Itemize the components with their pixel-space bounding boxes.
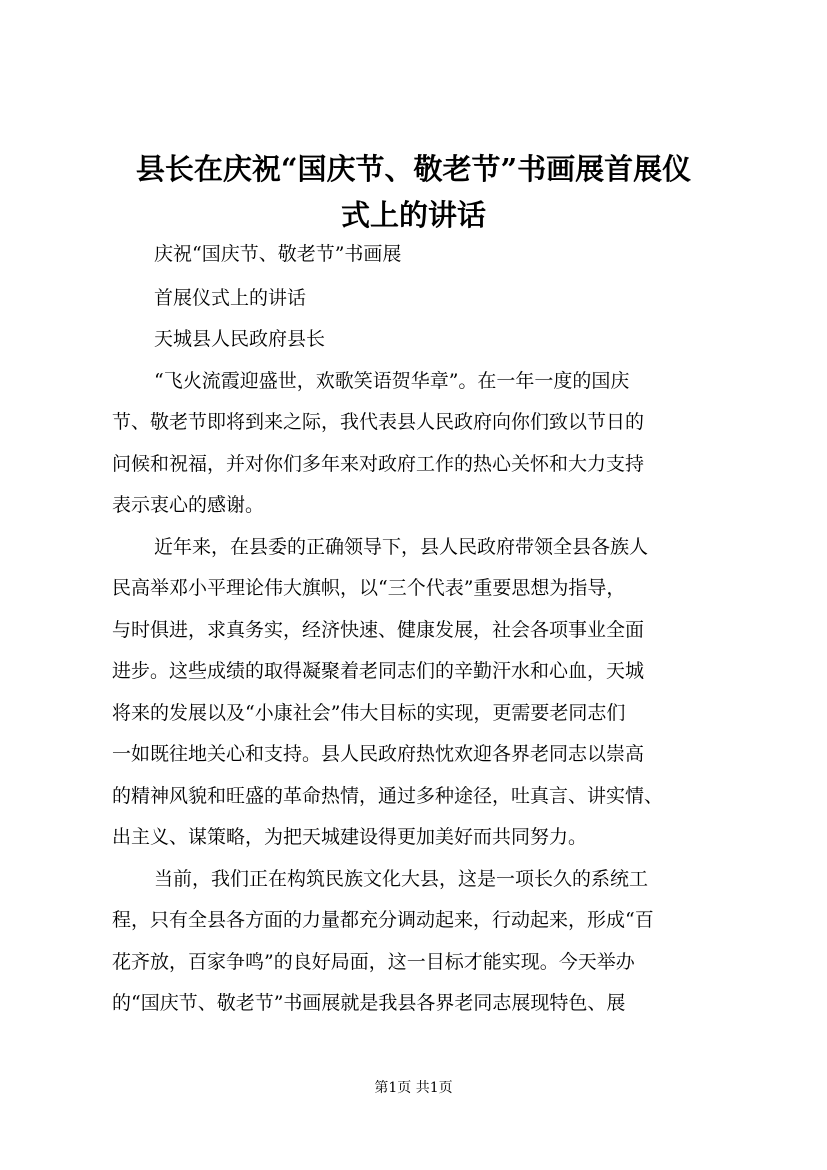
paragraph-line: 表示衷心的感谢。 [112, 494, 265, 516]
page-footer: 第1页 共1页 [374, 1080, 453, 1096]
paragraph-line: 出主义、谋策略，为把天城建设得更加美好而共同努力。 [112, 826, 588, 848]
paragraph-line: 将来的发展以及“小康社会”伟大目标的实现，更需要老同志们 [112, 702, 626, 724]
subtitle-line-1: 庆祝“国庆节、敬老节”书画展 [154, 243, 402, 265]
paragraph-line: 一如既往地关心和支持。县人民政府热忱欢迎各界老同志以崇高 [112, 743, 645, 765]
paragraph-line: 进步。这些成绩的取得凝聚着老同志们的辛勤汗水和心血，天城 [112, 660, 645, 682]
paragraph-line: 近年来，在县委的正确领导下，县人民政府带领全县各族人 [154, 536, 649, 558]
paragraph-line: 程，只有全县各方面的力量都充分调动起来，行动起来，形成“百 [112, 909, 654, 931]
document-title [100, 146, 727, 238]
paragraph-line: 的精神风貌和旺盛的革命热情，通过多种途径，吐真言、讲实情、 [112, 785, 664, 807]
author-line: 天城县人民政府县长 [154, 328, 326, 350]
paragraph-line: “飞火流霞迎盛世，欢歌笑语贺华章”。在一年一度的国庆 [154, 370, 630, 392]
title-line-1: 县长在庆祝“国庆节、敬老节”书画展首展仪 [135, 152, 692, 186]
paragraph-line: 与时俱进，求真务实，经济快速、健康发展，社会各项事业全面 [112, 619, 645, 641]
paragraph-line: 的“国庆节、敬老节”书画展就是我县各界老同志展现特色、展 [112, 992, 626, 1014]
paragraph-line: 问候和祝福，并对你们多年来对政府工作的热心关怀和大力支持 [112, 453, 645, 475]
paragraph-line: 节、敬老节即将到来之际，我代表县人民政府向你们致以节日的 [112, 411, 645, 433]
paragraph-line: 花齐放，百家争鸣”的良好局面，这一目标才能实现。今天举办 [112, 951, 635, 973]
paragraph-line: 当前，我们正在构筑民族文化大县，这是一项长久的系统工 [154, 868, 649, 890]
title-line-2: 式上的讲话 [340, 198, 486, 232]
subtitle-line-2: 首展仪式上的讲话 [154, 287, 307, 309]
paragraph-line: 民高举邓小平理论伟大旗帜，以“三个代表”重要思想为指导， [112, 577, 626, 599]
